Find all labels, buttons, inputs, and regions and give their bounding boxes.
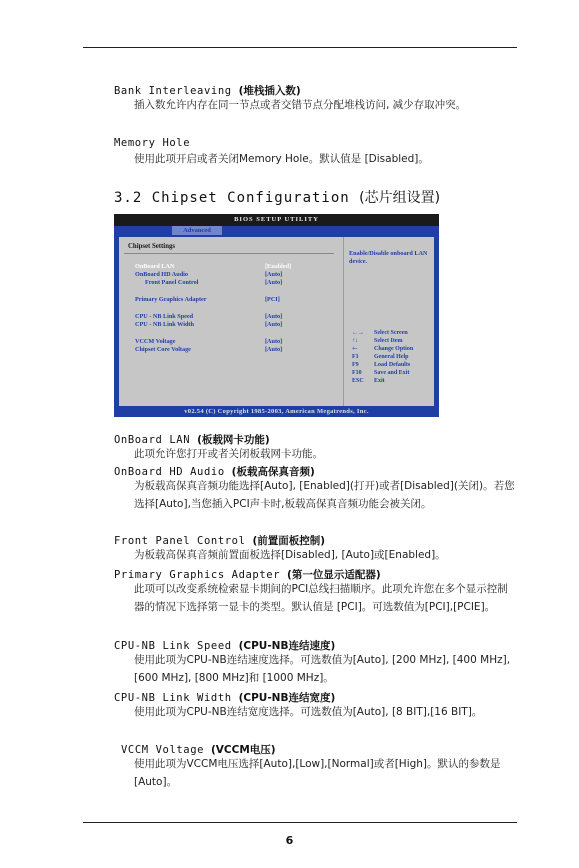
bios-key-load-defaults: [352, 362, 410, 368]
term-zh: (CPU-NB连结速度): [238, 640, 336, 652]
term-zh: (VCCM电压): [210, 744, 276, 756]
bios-row-front-panel[interactable]: Front Panel Control: [145, 279, 199, 286]
top-rule: [83, 47, 517, 48]
bios-row-onboard-lan[interactable]: [135, 263, 174, 270]
bios-footer: v02.54 (C) Copyright 1985-2003, American Megatrends, Inc.: [114, 406, 439, 417]
term-zh: (CPU-NB连结宽度): [238, 692, 336, 704]
key-action: Select Item: [374, 338, 403, 344]
bios-divider: [124, 253, 334, 254]
term-zh: (板载高保真音频): [231, 466, 315, 478]
bios-row-vccm-voltage[interactable]: VCCM Voltage: [135, 338, 176, 345]
bios-key-select-screen: [352, 330, 408, 336]
bios-section-title: Chipset Settings: [128, 243, 176, 250]
key-action: Exit: [374, 378, 385, 384]
desc-onboard-hd-audio: 为板载高保真音频功能选择[Auto], [Enabled](打开)或者[Disabled](关闭)。若您选择[Auto],当您插入PCI声卡时,板载高保真音频功能会被关闭。: [134, 480, 515, 510]
bios-value-primary-graphics[interactable]: [PCI]: [265, 296, 280, 303]
term-onboard-lan: [114, 432, 270, 447]
term-text: VCCM Voltage: [121, 744, 205, 756]
term-text: OnBoard LAN: [114, 434, 191, 446]
bios-row-label: OnBoard LAN: [135, 263, 175, 270]
term-cpu-nb-link-speed: [114, 638, 335, 653]
key-label: F9: [352, 362, 359, 368]
desc-primary-graphics-adapter: 此项可以改变系统检索显卡期间的PCI总线扫描顺序。此项允许您在多个显示控制器的情况下选择第一显卡的类型。默认值是 [PCI]。可选数值为[PCI],[PCIE]。: [134, 583, 508, 613]
term-onboard-hd-audio: [114, 464, 315, 479]
heading-text: 3.2 Chipset Configuration: [114, 190, 350, 206]
bios-row-chipset-core-voltage[interactable]: Chipset Core Voltage: [135, 346, 191, 353]
term-text: Bank Interleaving: [114, 85, 232, 97]
bios-key-change-option: [352, 346, 413, 352]
term-text: Front Panel Control: [114, 535, 246, 547]
key-label: F10: [352, 370, 362, 376]
key-action: Change Option: [374, 346, 414, 352]
term-text: CPU-NB Link Speed: [114, 640, 232, 652]
bios-row-primary-graphics[interactable]: Primary Graphics Adapter: [135, 296, 207, 303]
bios-value-link-width[interactable]: [Auto]: [265, 321, 283, 328]
bios-row-link-speed[interactable]: CPU - NB Link Speed: [135, 313, 194, 320]
bios-value-onboard-lan[interactable]: [Enabled]: [265, 263, 292, 270]
term-cpu-nb-link-width: [114, 690, 335, 705]
desc-cpu-nb-link-speed: 使用此项为CPU-NB连结速度选择。可选数值为[Auto], [200 MHz], [400 MHz], [600 MHz], [800 MHz]和 [1000 MHz]。: [134, 654, 511, 684]
bios-title: BIOS SETUP UTILITY: [114, 214, 439, 226]
term-primary-graphics-adapter: [114, 567, 381, 582]
key-label: ESC: [352, 378, 364, 384]
key-label: +-: [352, 346, 358, 352]
term-front-panel-control: [114, 533, 325, 548]
bios-value-front-panel[interactable]: [Auto]: [265, 279, 283, 286]
bottom-rule: [83, 822, 517, 823]
key-action: Select Screen: [374, 330, 408, 336]
bios-key-general-help: [352, 354, 409, 360]
bios-key-save-exit: [352, 370, 409, 376]
term-text: OnBoard HD Audio: [114, 466, 225, 478]
term-bank-interleaving: [114, 83, 301, 98]
key-label: ←→: [352, 330, 364, 336]
section-heading: [114, 187, 440, 207]
term-zh: (前置面板控制): [252, 535, 326, 547]
key-label: F1: [352, 354, 359, 360]
desc-bank-interleaving: 插入数允许内存在同一节点或者交错节点分配堆栈访问, 减少存取冲突。: [134, 99, 467, 111]
bios-row-link-width[interactable]: CPU - NB Link Width: [135, 321, 194, 328]
key-action: General Help: [374, 354, 409, 360]
bios-value-chipset-core-voltage[interactable]: [Auto]: [265, 346, 283, 353]
desc-vccm-voltage: 使用此项为VCCM电压选择[Auto],[Low],[Normal]或者[High]。默认的参数是[Auto]。: [134, 758, 501, 788]
page-number: 6: [285, 834, 294, 847]
desc-memory-hole: 使用此项开启或者关闭Memory Hole。默认值是 [Disabled]。: [134, 153, 429, 165]
desc-cpu-nb-link-width: 使用此项为CPU-NB连结宽度选择。可选数值为[Auto], [8 BIT],[16 BIT]。: [134, 706, 483, 718]
bios-row-onboard-hd-audio[interactable]: OnBoard HD Audio: [135, 271, 188, 278]
term-zh: (第一位显示适配器): [287, 569, 381, 581]
term-zh: (板载网卡功能): [197, 434, 270, 446]
bios-value-onboard-hd-audio[interactable]: [Auto]: [265, 271, 283, 278]
bios-help-text: Enable/Disable onboard LAN device.: [349, 250, 428, 265]
bios-tab-advanced[interactable]: Advanced: [172, 226, 222, 235]
heading-zh: (芯片组设置): [359, 190, 441, 206]
bios-key-exit: [352, 378, 385, 384]
bios-key-select-item: [352, 338, 403, 344]
desc-front-panel-control: 为板载高保真音频前置面板选择[Disabled], [Auto]或[Enabled]。: [134, 549, 446, 561]
key-action: Save and Exit: [374, 370, 410, 376]
bios-value-link-speed[interactable]: [Auto]: [265, 313, 283, 320]
bios-value-vccm-voltage[interactable]: [Auto]: [265, 338, 283, 345]
bios-screenshot: [114, 214, 439, 417]
term-memory-hole: [114, 137, 190, 149]
term-text: CPU-NB Link Width: [114, 692, 232, 704]
term-vccm-voltage: [121, 742, 276, 757]
key-action: Load Defaults: [374, 362, 411, 368]
term-text: Primary Graphics Adapter: [114, 569, 281, 581]
key-label: ↑↓: [352, 338, 358, 344]
term-text: Memory Hole: [114, 137, 191, 149]
term-zh: (堆栈插入数): [238, 85, 301, 97]
desc-onboard-lan: 此项允许您打开或者关闭板载网卡功能。: [134, 448, 323, 460]
